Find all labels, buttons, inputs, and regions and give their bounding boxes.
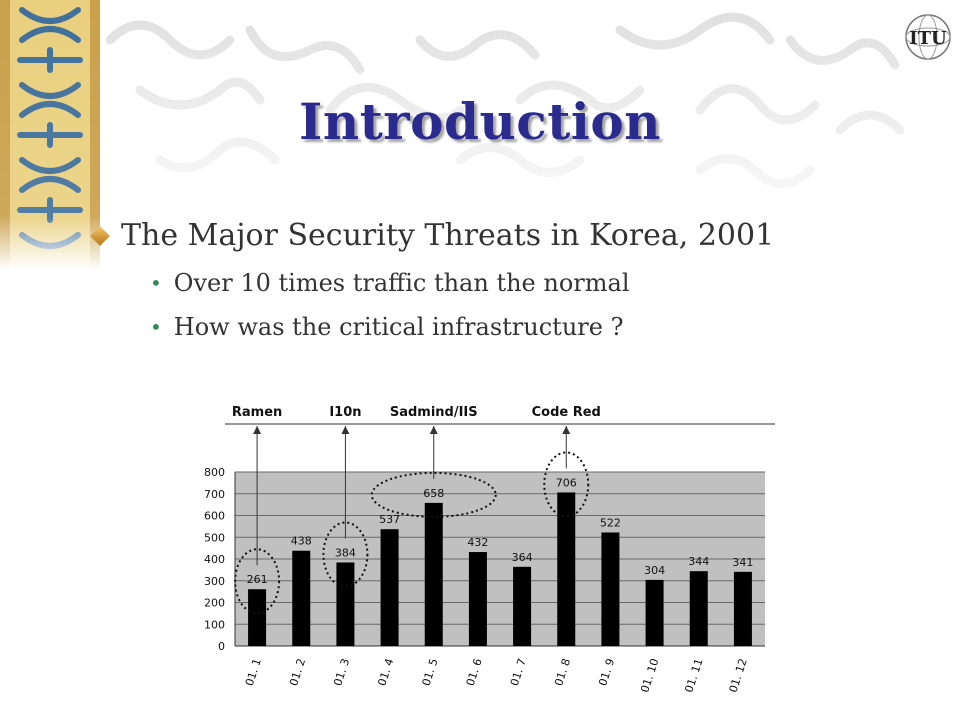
- arrow-head-icon: [430, 426, 438, 434]
- bar-value-label: 344: [688, 555, 710, 569]
- bar: [513, 567, 531, 646]
- threat-traffic-chart: [195, 392, 795, 712]
- bar-value-label: 364: [511, 550, 533, 564]
- arrow-head-icon: [253, 426, 261, 434]
- bar-value-label: 706: [555, 476, 577, 490]
- x-tick-label: 01. 11: [682, 656, 706, 695]
- y-tick-label: 400: [204, 553, 225, 566]
- main-bullet: [90, 218, 774, 253]
- itu-logo-text: ITU: [909, 28, 947, 49]
- slide-title: Introduction: [298, 92, 662, 151]
- y-tick-label: 800: [204, 466, 225, 479]
- bar: [690, 571, 708, 646]
- bar-value-label: 341: [732, 555, 754, 569]
- x-tick-label: 01. 8: [552, 656, 574, 688]
- bar: [601, 532, 619, 646]
- arrow-head-icon: [562, 426, 570, 434]
- x-tick-label: 01. 1: [242, 656, 264, 688]
- diamond-bullet-icon: [90, 226, 110, 246]
- x-tick-label: 01. 6: [463, 656, 485, 688]
- sub-bullet-1: [150, 269, 630, 297]
- threat-label: Code Red: [531, 405, 601, 420]
- bar-value-label: 537: [379, 513, 401, 527]
- sub-bullet-text: How was the critical infrastructure ?: [173, 313, 624, 341]
- bar: [381, 529, 399, 646]
- bar-value-label: 658: [423, 486, 445, 500]
- bar: [425, 503, 443, 646]
- y-tick-label: 700: [204, 487, 225, 501]
- main-bullet-text: The Major Security Threats in Korea, 2001: [121, 218, 775, 253]
- threat-label: I10n: [329, 405, 362, 420]
- y-tick-label: 100: [204, 618, 225, 632]
- bar: [248, 589, 266, 646]
- x-tick-label: 01. 5: [419, 656, 441, 688]
- x-tick-label: 01. 10: [638, 656, 662, 695]
- y-tick-label: 500: [204, 531, 225, 545]
- bar: [336, 562, 354, 646]
- bar-value-label: 432: [467, 536, 489, 550]
- x-tick-label: 01. 2: [287, 656, 309, 688]
- threat-label: Ramen: [231, 405, 283, 420]
- sub-bullet-2: [150, 313, 623, 341]
- arrow-head-icon: [341, 426, 349, 434]
- dot-bullet-icon: •: [150, 315, 162, 339]
- itu-logo: [903, 12, 953, 62]
- bar: [469, 552, 487, 646]
- x-tick-label: 01. 9: [596, 656, 618, 688]
- bar-value-label: 438: [290, 534, 312, 548]
- y-tick-label: 0: [218, 640, 225, 653]
- y-tick-label: 200: [204, 596, 225, 610]
- y-tick-label: 600: [204, 509, 225, 523]
- sub-bullet-text: Over 10 times traffic than the normal: [173, 269, 630, 297]
- x-tick-label: 01. 4: [375, 656, 397, 688]
- bar: [646, 580, 664, 646]
- bar-value-label: 522: [599, 516, 621, 530]
- dot-bullet-icon: •: [150, 271, 162, 295]
- bar-value-label: 261: [246, 573, 268, 587]
- x-tick-label: 01. 12: [726, 656, 750, 695]
- bar: [734, 572, 752, 646]
- bar-value-label: 304: [644, 563, 666, 577]
- x-tick-label: 01. 7: [507, 656, 529, 688]
- y-tick-label: 300: [204, 574, 225, 588]
- chart-svg: [195, 392, 795, 712]
- bar-value-label: 384: [334, 546, 356, 560]
- threat-label: Sadmind/IIS: [389, 405, 478, 420]
- bar: [292, 551, 310, 646]
- x-tick-label: 01. 3: [331, 656, 353, 688]
